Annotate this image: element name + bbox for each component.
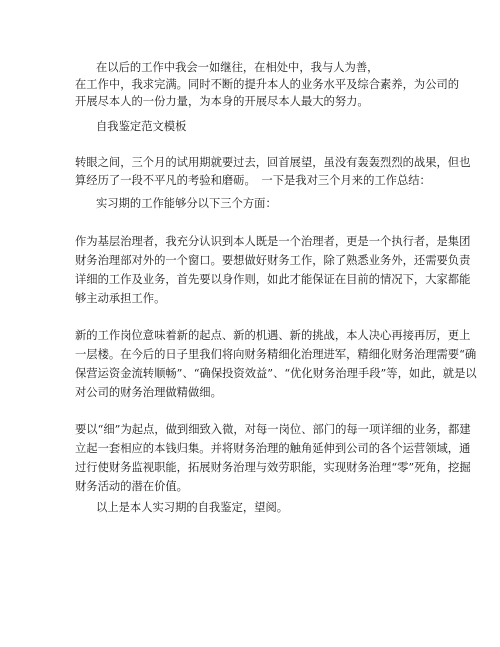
section-heading: 自我鉴定范文模板 bbox=[96, 120, 187, 133]
text-line: 在工作中，我求完满。同时不断的提升本人的业务水平及综合素养，为公司的 bbox=[75, 78, 460, 91]
text-line: 转眼之间，三个月的试用期就要过去，回首展望，虽没有轰轰烈烈的战果，但也 bbox=[75, 156, 471, 169]
text-line: 以上是本人实习期的自我鉴定，望阅。 bbox=[96, 501, 289, 514]
text-line: 在以后的工作中我会一如继往，在相处中，我与人为善， bbox=[96, 61, 379, 74]
text-line: 详细的工作及业务，首先要以身作则，如此才能保证在目前的情况下，大家都能 bbox=[75, 273, 471, 286]
text-line: 对公司的财务治理做精做细。 bbox=[75, 386, 222, 399]
text-line: 财务治理部对外的一个窗口。要想做好财务工作，除了熟悉业务外，还需要负责 bbox=[75, 254, 471, 267]
text-line: 一层楼。在今后的日子里我们将向财务精细化治理进军，精细化财务治理需要“确 bbox=[75, 348, 477, 361]
text-line: 要以“细”为起点，做到细致入微，对每一岗位、部门的每一项详细的业务，都建 bbox=[75, 423, 471, 436]
text-line: 过行使财务监视职能，拓展财务治理与效劳职能，实现财务治理“零”死角，挖掘 bbox=[75, 461, 471, 474]
text-line: 作为基层治理者，我充分认识到本人既是一个治理者，更是一个执行者，是集团 bbox=[75, 235, 471, 248]
text-line: 够主动承担工作。 bbox=[75, 292, 166, 305]
text-line: 保营运资金流转顺畅”、“确保投资效益”、“优化财务治理手段”等，如此，就是以 bbox=[75, 367, 477, 380]
text-line: 财务活动的潜在价值。 bbox=[75, 480, 188, 493]
text-line: 立起一套相应的本钱归集。并将财务治理的触角延伸到公司的各个运营领域，通 bbox=[75, 442, 471, 455]
text-line: 算经历了一段不平凡的考验和磨砺。 一下是我对三个月来的工作总结： bbox=[75, 174, 431, 187]
text-line: 新的工作岗位意味着新的起点、新的机遇、新的挑战，本人决心再接再厉，更上 bbox=[75, 329, 471, 342]
text-line: 实习期的工作能够分以下三个方面： bbox=[96, 197, 277, 210]
text-line: 开展尽本人的一份力量，为本身的开展尽本人最大的努力。 bbox=[75, 95, 369, 108]
